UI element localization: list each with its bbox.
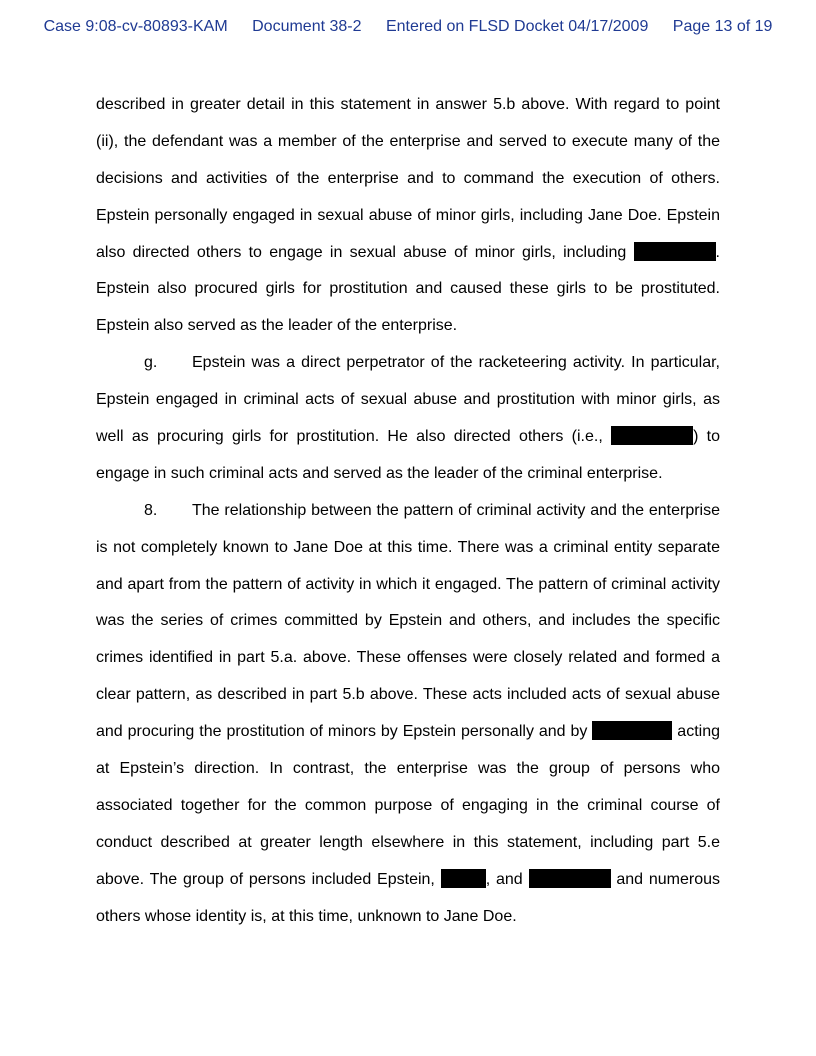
text-line: Epstein personally engaged in sexual abuse of minor girls, including Jane Doe. Epstein xyxy=(96,206,720,224)
text-line: crimes identified in part 5.a. above. These offenses were closely related and formed a xyxy=(96,649,720,667)
case-number: Case 9:08-cv-80893-KAM xyxy=(43,18,228,35)
text-line: decisions and activities of the enterprise and to command the execution of others. xyxy=(96,169,720,187)
text-line: is not completely known to Jane Doe at this time. There was a criminal entity separate xyxy=(96,538,720,556)
document-number: Document 38-2 xyxy=(252,18,362,35)
text-segment: . xyxy=(715,243,720,261)
text-line: (ii), the defendant was a member of the enterprise and served to execute many of the xyxy=(96,132,720,150)
text-line: at Epstein’s direction. In contrast, the enterprise was the group of persons who xyxy=(96,760,720,778)
page-number: Page 13 of 19 xyxy=(672,18,773,35)
paragraph-label: g. xyxy=(144,354,158,372)
text-segment: above. The group of persons included Epstein, xyxy=(96,870,435,888)
text-line: Epstein also procured girls for prostitution and caused these girls to be prostituted. xyxy=(96,280,720,298)
redaction-box xyxy=(441,869,486,888)
redaction-box xyxy=(611,426,693,445)
text-line: engage in such criminal acts and served as the leader of the criminal enterprise. xyxy=(96,464,663,482)
text-line: Epstein engaged in criminal acts of sexual abuse and prostitution with minor girls, as xyxy=(96,391,720,409)
text-segment: and numerous xyxy=(616,870,720,888)
text-line: Epstein also served as the leader of the enterprise. xyxy=(96,317,458,335)
redaction-box xyxy=(592,721,672,740)
text-segment: , and xyxy=(485,870,523,888)
paragraph-label: 8. xyxy=(144,501,158,519)
text-line: and apart from the pattern of activity in which it engaged. The pattern of criminal activity xyxy=(96,575,720,593)
text-line: clear pattern, as described in part 5.b above. These acts included acts of sexual abuse xyxy=(96,686,720,704)
text-line xyxy=(96,235,720,272)
paragraph-g-start xyxy=(96,345,720,382)
text-line: described in greater detail in this statement in answer 5.b above. With regard to point xyxy=(96,96,720,113)
text-line: conduct described at greater length elsewhere in this statement, including part 5.e xyxy=(96,833,720,851)
redaction-box xyxy=(634,242,716,261)
text-segment: Epstein was a direct perpetrator of the racketeering activity. In particular, xyxy=(192,354,720,372)
text-segment: acting xyxy=(677,723,720,741)
text-line xyxy=(96,419,720,456)
docket-entry-date: Entered on FLSD Docket 04/17/2009 xyxy=(385,18,649,35)
paragraph-8-start xyxy=(96,493,720,530)
text-line: was the series of crimes committed by Epstein and others, and includes the specific xyxy=(96,612,720,630)
text-line: others whose identity is, at this time, unknown to Jane Doe. xyxy=(96,907,517,925)
text-segment: and procuring the prostitution of minors by Epstein personally and by xyxy=(96,723,588,741)
text-line xyxy=(96,714,720,751)
text-line xyxy=(96,862,720,899)
text-segment: The relationship between the pattern of criminal activity and the enterprise xyxy=(192,501,720,519)
document-body xyxy=(96,87,720,935)
text-line: associated together for the common purpose of engaging in the criminal course of xyxy=(96,796,720,814)
text-segment: well as procuring girls for prostitution. He also directed others (i.e., xyxy=(96,428,603,446)
text-segment: ) to xyxy=(693,428,720,446)
docket-header xyxy=(0,18,816,36)
text-segment: also directed others to engage in sexual abuse of minor girls, including xyxy=(96,243,627,261)
redaction-box xyxy=(529,869,611,888)
